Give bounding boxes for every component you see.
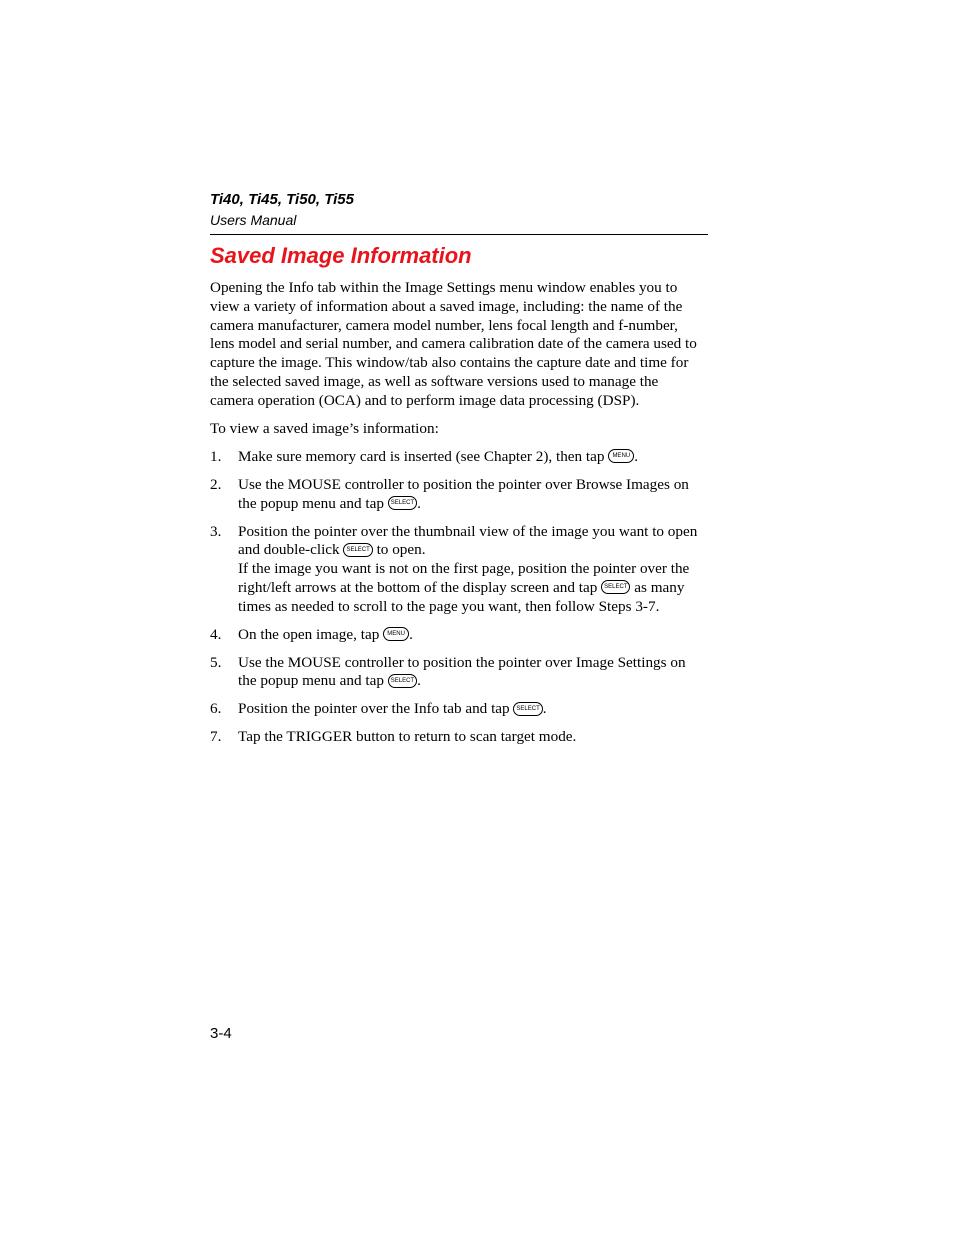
menu-key-icon: MENU — [383, 627, 409, 641]
step-text: Use the MOUSE controller to position the pointer over Image Settings on the popup menu and tap — [238, 653, 686, 690]
step-1 — [210, 448, 705, 467]
select-key-icon: SELECT — [601, 580, 630, 594]
page-number: 3-4 — [210, 1025, 232, 1042]
step-7 — [210, 728, 705, 747]
step-5 — [210, 654, 705, 692]
step-text: Position the pointer over the thumbnail view of the image you want to open and double-click — [238, 522, 698, 559]
step-number: 3. — [210, 522, 222, 540]
step-text-end: . — [634, 447, 639, 465]
step-number: 5. — [210, 653, 222, 671]
section-title: Saved Image Information — [210, 243, 472, 268]
step-2 — [210, 476, 705, 514]
step-text: Use the MOUSE controller to position the pointer over Browse Images on the popup menu and tap — [238, 475, 689, 512]
step-text-end: . — [542, 700, 547, 718]
select-key-icon: SELECT — [513, 702, 542, 716]
menu-key-icon: MENU — [608, 449, 634, 463]
step-number: 1. — [210, 447, 222, 465]
step-4 — [210, 626, 705, 645]
step-text-cont: to open. — [376, 541, 426, 559]
step-text-end: . — [409, 625, 413, 643]
running-header-subtitle: Users Manual — [210, 212, 297, 228]
step-text: Tap the TRIGGER button to return to scan target mode. — [238, 728, 577, 746]
step-text: On the open image, tap — [238, 625, 380, 643]
step-number: 7. — [210, 728, 222, 746]
select-key-icon: SELECT — [388, 496, 417, 510]
select-key-icon: SELECT — [388, 674, 417, 688]
select-key-icon: SELECT — [343, 543, 372, 557]
step-number: 6. — [210, 700, 222, 718]
step-text: Position the pointer over the Info tab and tap — [238, 700, 510, 718]
intro-paragraph: Opening the Info tab within the Image Settings menu window enables you to view a variety of information about a saved image, including: the name of the camera manufacturer, camera model number, lens focal length and f-number, lens model and serial number, and camera calibration date of the camera used to capture the image. This window/tab also contains the capture date and time for the selected saved image, as well as software versions used to manage the camera operation (OCA) and to perform image data processing (DSP). — [210, 279, 697, 409]
step-text: Make sure memory card is inserted (see Chapter 2), then tap — [238, 447, 605, 465]
step-number: 4. — [210, 625, 222, 643]
section-body — [210, 279, 705, 756]
step-text-end: . — [417, 672, 421, 690]
step-3 — [210, 523, 705, 617]
header-rule — [210, 234, 708, 235]
running-header-title: Ti40, Ti45, Ti50, Ti55 — [210, 191, 354, 208]
step-note: If the image you want is not on the first page, position the pointer over the right/left arrows at the bottom of the display screen and tap — [238, 560, 690, 596]
step-number: 2. — [210, 475, 222, 493]
step-6 — [210, 700, 705, 719]
step-note-end: as many times as needed to scroll to the page you want, then follow Steps 3-7. — [238, 578, 685, 615]
steps-list — [210, 448, 705, 747]
step-text-end: . — [417, 494, 421, 512]
lead-in-paragraph: To view a saved image’s information: — [210, 419, 439, 437]
